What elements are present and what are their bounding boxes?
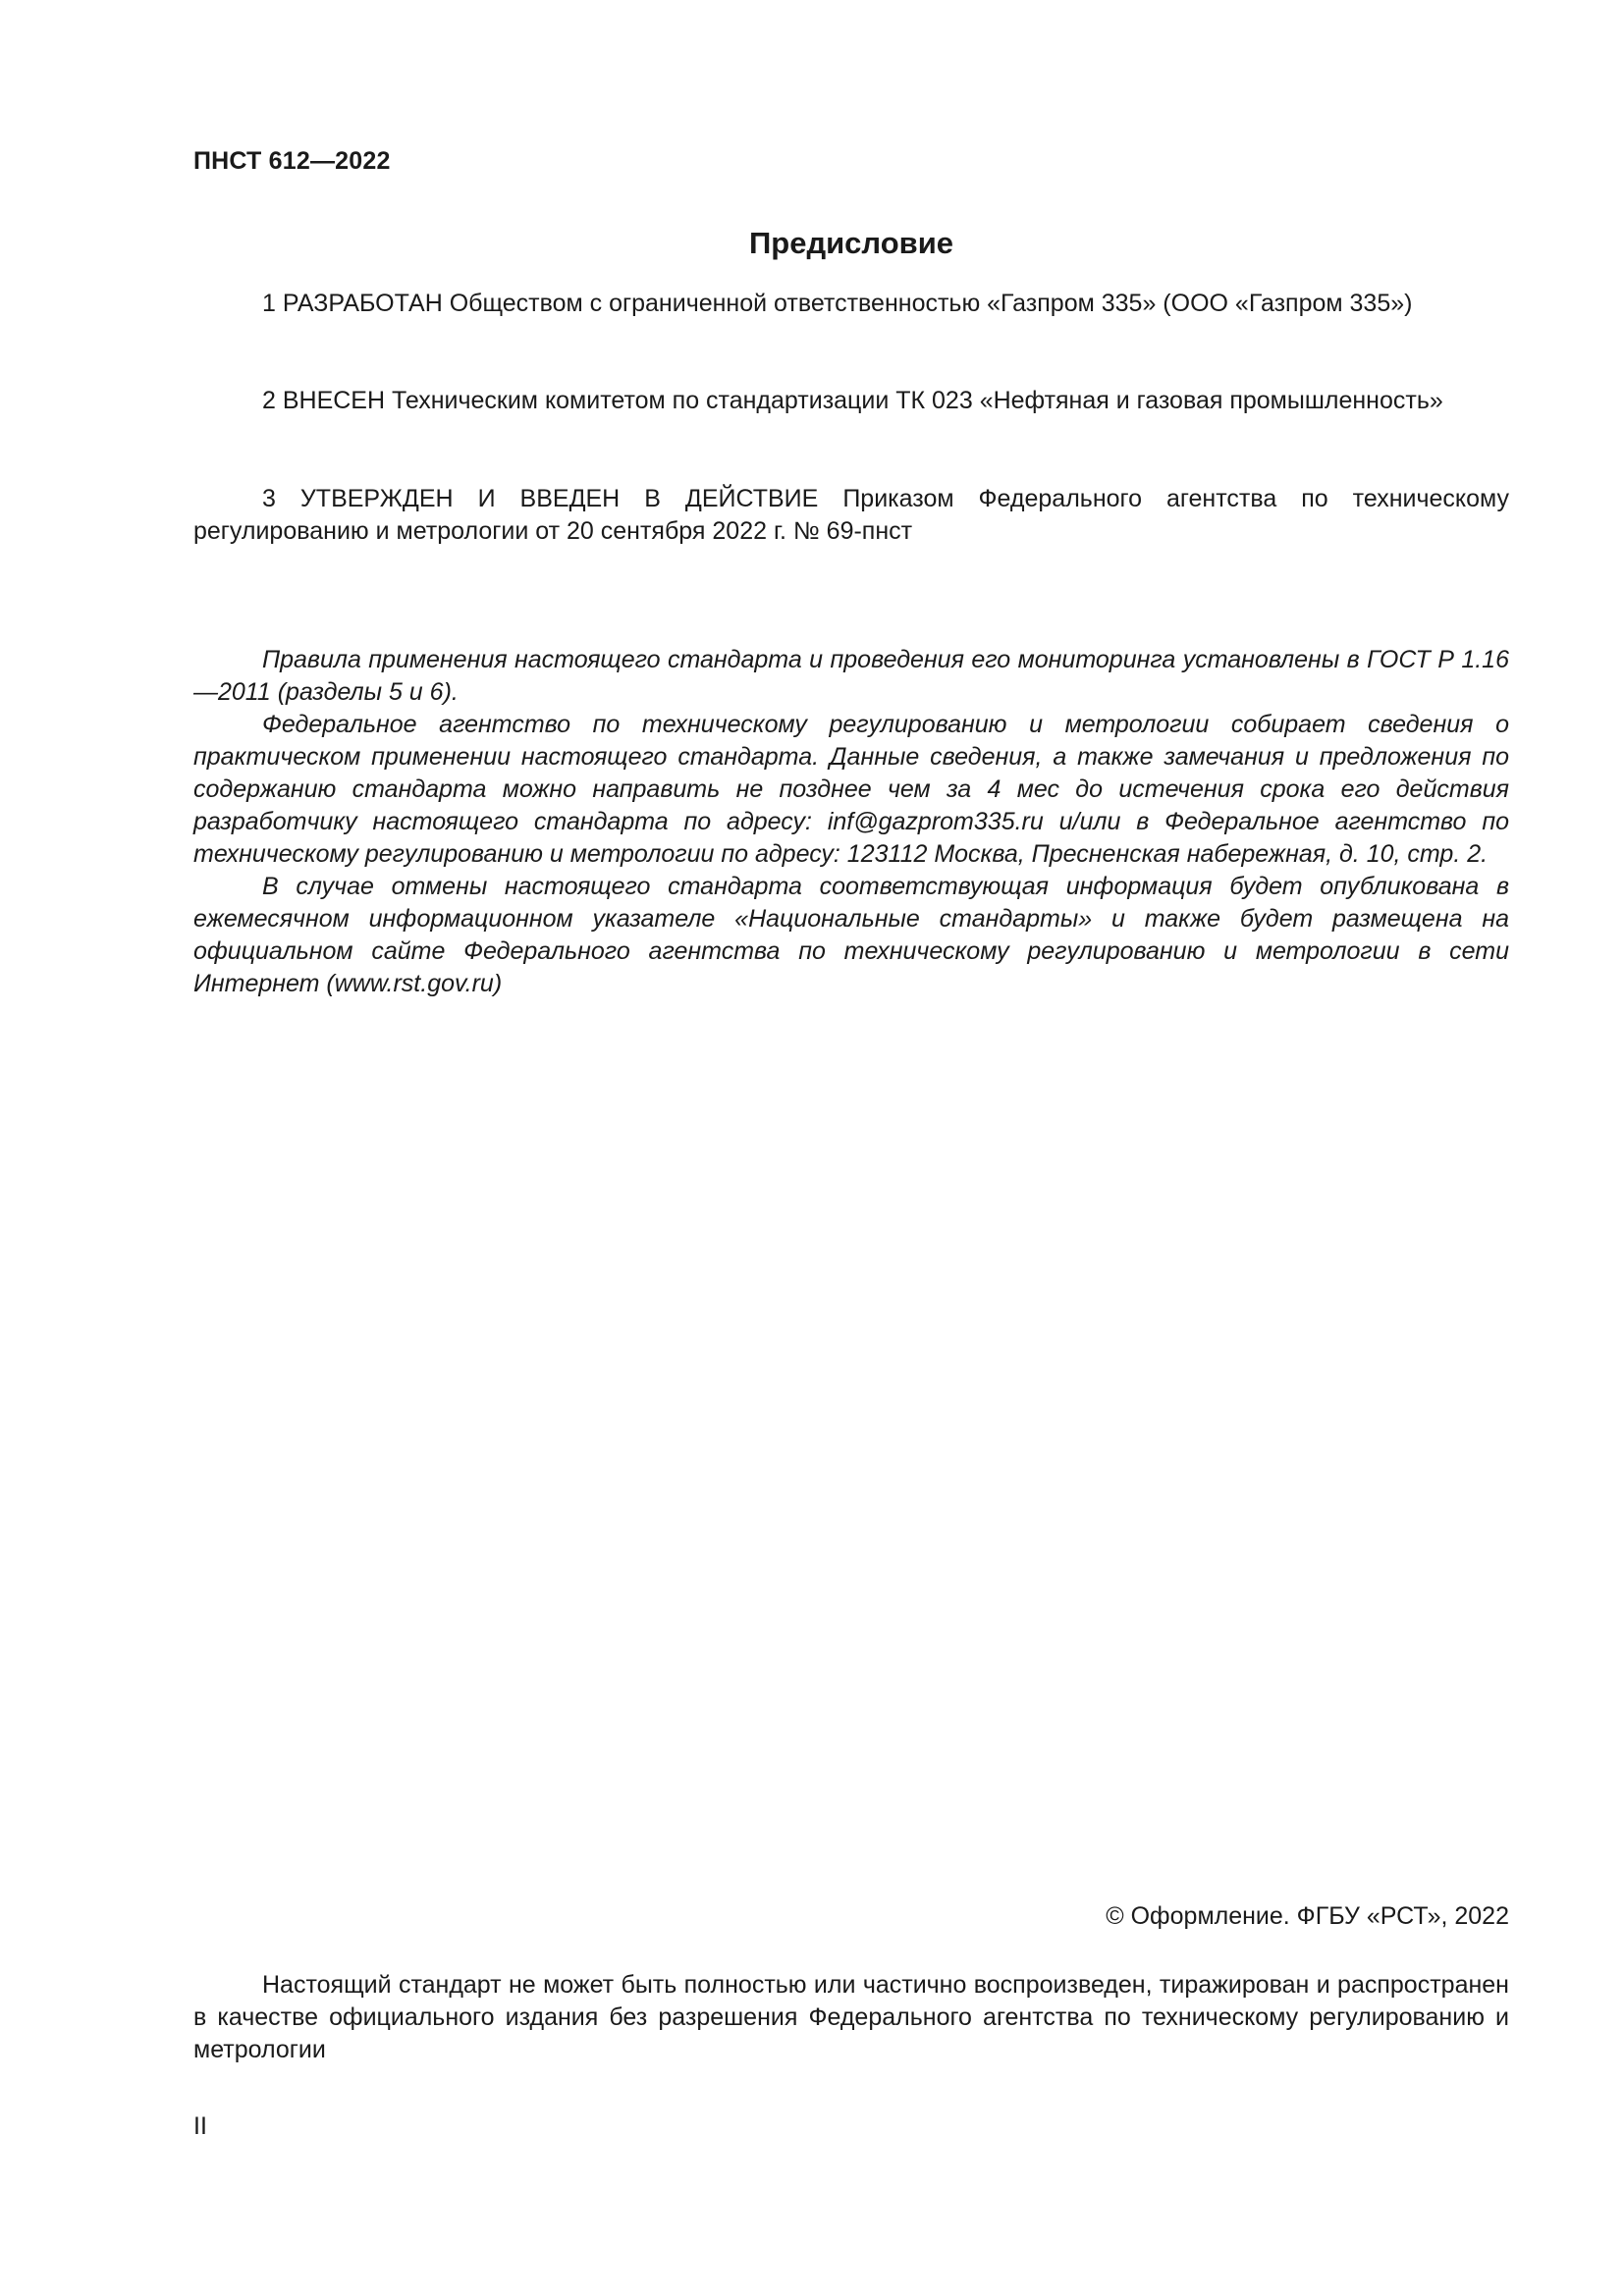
note-feedback: Федеральное агентство по техническому регулированию и метрологии собирает сведения о практическом применении настоящего стандарта. Данные сведения, а также замечания и предложения по содержанию стандарта можно направить не позднее чем за 4 мес до истечения срока его действия разработчику настоящего стандарта по адресу: inf@gazprom335.ru и/или в Федеральное агентство по техническому регулированию и метрологии по адресу: 123112 Москва, Пресненская набережная, д. 10, стр. 2.	[193, 711, 1509, 868]
document-code: ПНСТ 612—2022	[193, 147, 391, 175]
page-number: II	[193, 2112, 207, 2140]
note-cancellation: В случае отмены настоящего стандарта соответствующая информация будет опубликована в ежемесячном информационном указателе «Национальные стандарты» и также будет размещена на официальном сайте Федерального агентства по техническому регулированию и метрологии в сети Интернет (www.rst.gov.ru)	[193, 873, 1509, 997]
note-application-rules: Правила применения настоящего стандарта и проведения его мониторинга установлены в ГОСТ Р 1.16—2011 (разделы 5 и 6).	[193, 646, 1509, 706]
reproduction-restriction: Настоящий стандарт не может быть полностью или частично воспроизведен, тиражирован и распространен в качестве официального издания без разрешения Федерального агентства по техническому регулированию и метрологии	[193, 1971, 1509, 2063]
preface-title: Предисловие	[748, 226, 953, 260]
copyright-line: © Оформление. ФГБУ «РСТ», 2022	[1106, 1902, 1509, 1930]
usage-notes	[193, 644, 1509, 1000]
preface-item-approved: 3 УТВЕРЖДЕН И ВВЕДЕН В ДЕЙСТВИЕ Приказом Федерального агентства по техническому регулированию и метрологии от 20 сентября 2022 г. № 69-пнст	[193, 485, 1509, 545]
preface-item-submitted: 2 ВНЕСЕН Техническим комитетом по стандартизации ТК 023 «Нефтяная и газовая промышленность»	[262, 387, 1443, 414]
preface-item-developed: 1 РАЗРАБОТАН Обществом с ограниченной ответственностью «Газпром 335» (ООО «Газпром 335»)	[262, 290, 1413, 317]
